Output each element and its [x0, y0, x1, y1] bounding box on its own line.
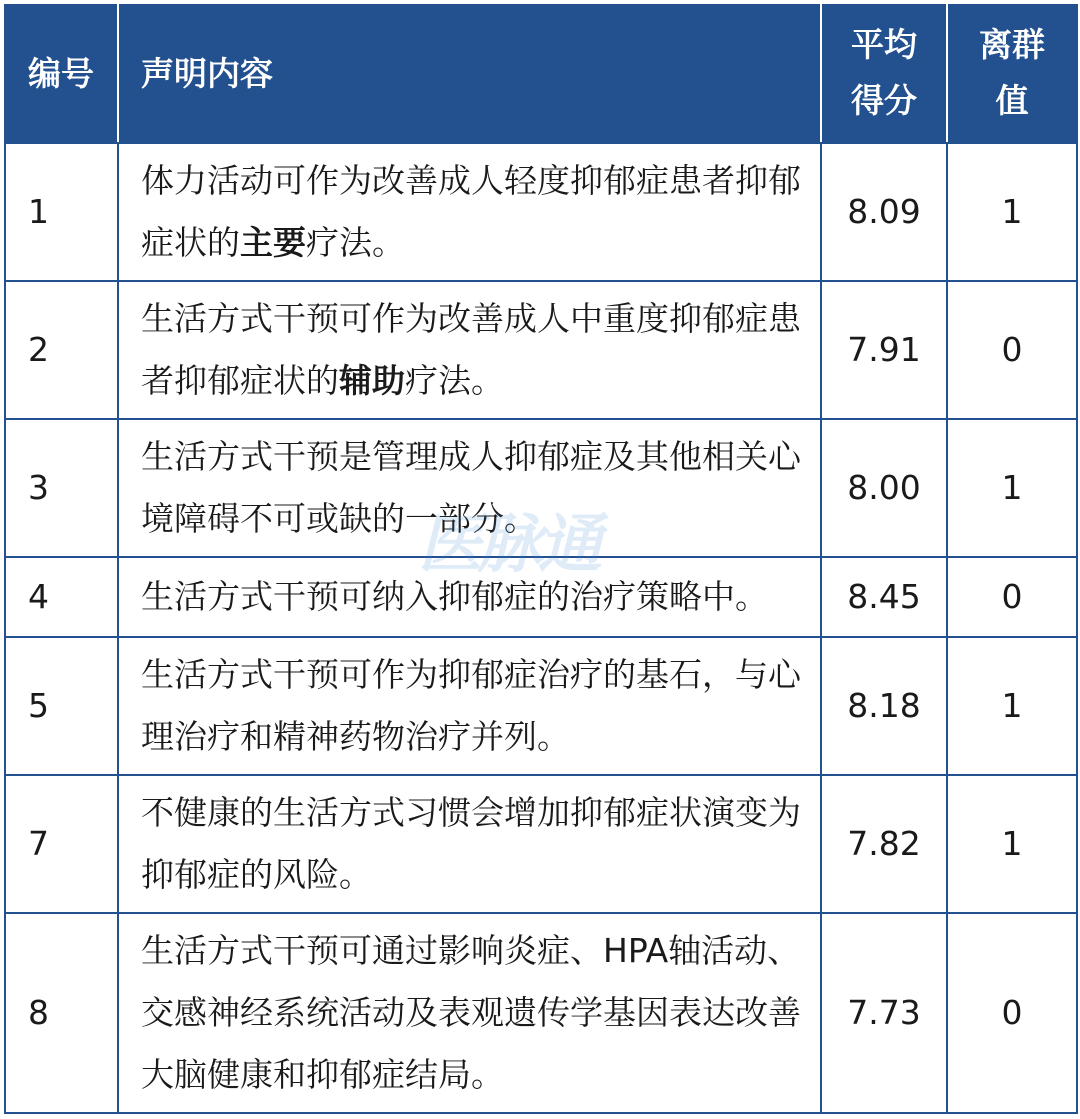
- table-row: [5, 557, 1077, 637]
- table-row: [5, 143, 1077, 281]
- row-mean-score: 8.09: [821, 143, 947, 281]
- row-outlier: 1: [947, 419, 1077, 557]
- row-statement: 生活方式干预可通过影响炎症、HPA轴活动、交感神经系统活动及表观遗传学基因表达改善大脑健康和抑郁症结局。: [118, 913, 821, 1113]
- row-mean-score: 7.73: [821, 913, 947, 1113]
- row-outlier: 0: [947, 913, 1077, 1113]
- table-row: [5, 637, 1077, 775]
- row-number: 4: [5, 557, 118, 637]
- row-statement: 生活方式干预是管理成人抑郁症及其他相关心境障碍不可或缺的一部分。: [118, 419, 821, 557]
- table-header-row: [5, 5, 1077, 143]
- watermark-logo-icon: 医脉通: [418, 508, 598, 582]
- row-outlier: 1: [947, 143, 1077, 281]
- table-row: [5, 913, 1077, 1113]
- row-statement: 生活方式干预可作为改善成人中重度抑郁症患者抑郁症状的辅助疗法。: [118, 281, 821, 419]
- row-statement: 生活方式干预可纳入抑郁症的治疗策略中。: [118, 557, 821, 637]
- consensus-statements-table: [4, 4, 1078, 1114]
- row-number: 1: [5, 143, 118, 281]
- row-number: 8: [5, 913, 118, 1113]
- table-row: [5, 419, 1077, 557]
- table-row: [5, 281, 1077, 419]
- row-mean-score: 8.18: [821, 637, 947, 775]
- header-outlier: 离群 值: [947, 5, 1077, 143]
- row-mean-score: 7.91: [821, 281, 947, 419]
- row-outlier: 0: [947, 557, 1077, 637]
- row-outlier: 1: [947, 775, 1077, 913]
- row-number: 7: [5, 775, 118, 913]
- row-number: 2: [5, 281, 118, 419]
- header-statement-content: 声明内容: [118, 5, 821, 143]
- row-mean-score: 8.45: [821, 557, 947, 637]
- row-mean-score: 8.00: [821, 419, 947, 557]
- row-outlier: 0: [947, 281, 1077, 419]
- row-statement: 体力活动可作为改善成人轻度抑郁症患者抑郁症状的主要疗法。: [118, 143, 821, 281]
- row-outlier: 1: [947, 637, 1077, 775]
- row-number: 3: [5, 419, 118, 557]
- row-statement: 生活方式干预可作为抑郁症治疗的基石，与心理治疗和精神药物治疗并列。: [118, 637, 821, 775]
- row-mean-score: 7.82: [821, 775, 947, 913]
- header-number: 编号: [5, 5, 118, 143]
- table-row: [5, 775, 1077, 913]
- row-statement: 不健康的生活方式习惯会增加抑郁症状演变为抑郁症的风险。: [118, 775, 821, 913]
- row-number: 5: [5, 637, 118, 775]
- header-mean-score: 平均 得分: [821, 5, 947, 143]
